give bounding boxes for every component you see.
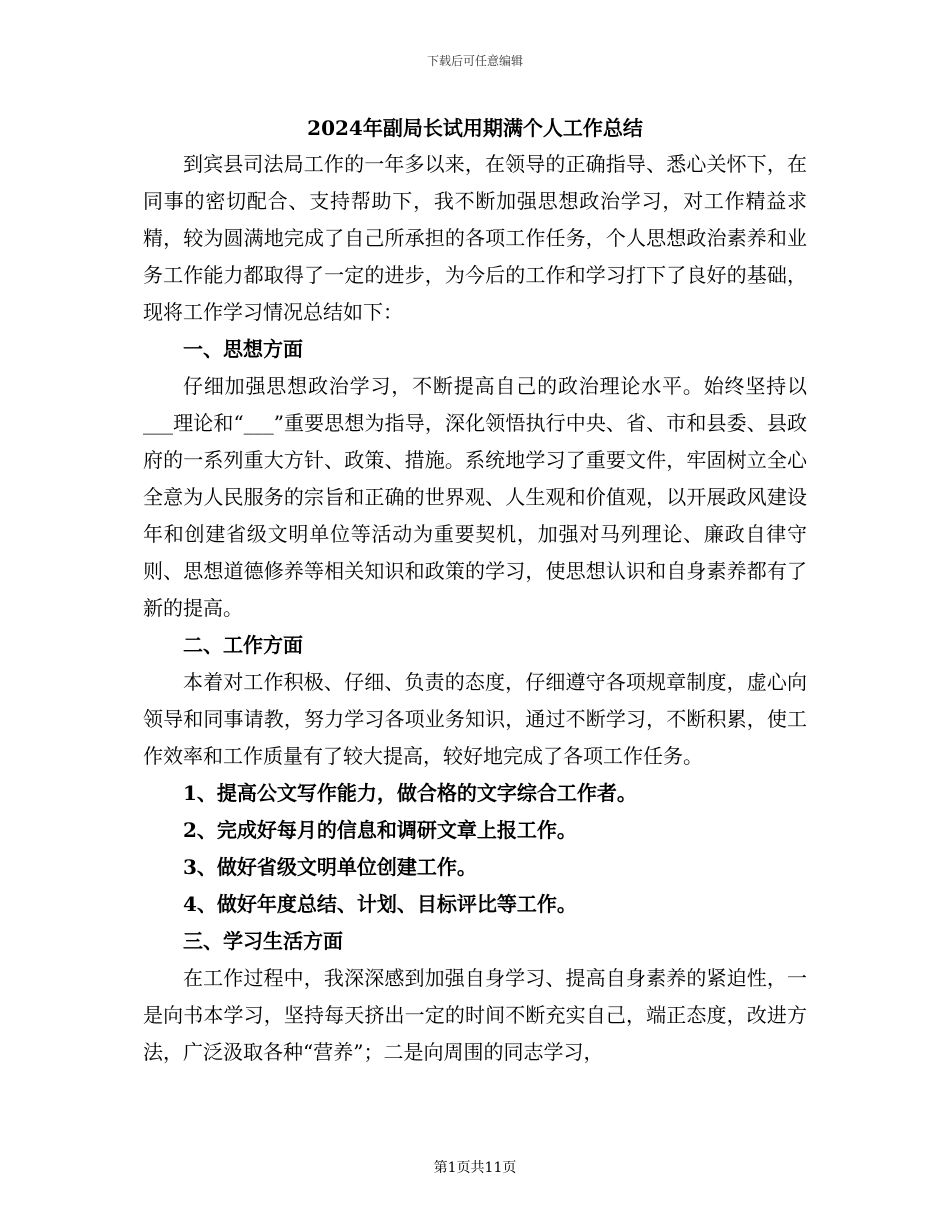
section-heading-thought: 一、思想方面 bbox=[183, 337, 303, 361]
work-item: 4、做好年度总结、计划、目标评比等工作。 bbox=[183, 892, 577, 916]
work-item: 3、做好省级文明单位创建工作。 bbox=[183, 855, 477, 879]
page-number: 第1页共11页 bbox=[433, 1160, 517, 1176]
section-body-work: 本着对工作积极、仔细、负责的态度，仔细遵守各项规章制度，虚心向领导和同事请教，努力学习各项业务知识，通过不断学习，不断积累，使工作效率和工作质量有了较大提高，较好地完成了各项工作任务。 bbox=[143, 670, 807, 768]
section-body-study: 在工作过程中，我深深感到加强自身学习、提高自身素养的紧迫性，一是向书本学习，坚持每天挤出一定的时间不断充实自己，端正态度，改进方法，广泛汲取各种“营养”；二是向周围的同志学习， bbox=[143, 966, 807, 1064]
section-body-thought: 仔细加强思想政治学习，不断提高自己的政治理论水平。始终坚持以___理论和“___”重要思想为指导，深化领悟执行中央、省、市和县委、县政府的一系列重大方针、政策、措施。系统地学习了重要文件，牢固树立全心全意为人民服务的宗旨和正确的世界观、人生观和价值观，以开展政风建设年和创建省级文明单位等活动为重要契机，加强对马列理论、廉政自律守则、思想道德修养等相关知识和政策的学习，使思想认识和自身素养都有了新的提高。 bbox=[143, 374, 807, 620]
work-item: 1、提高公文写作能力，做合格的文字综合工作者。 bbox=[183, 781, 637, 805]
section-heading-study: 三、学习生活方面 bbox=[183, 929, 343, 953]
header-note: 下载后可任意编辑 bbox=[426, 54, 523, 68]
work-item: 2、完成好每月的信息和调研文章上报工作。 bbox=[183, 818, 577, 842]
document-title: 2024年副局长试用期满个人工作总结 bbox=[307, 116, 643, 140]
section-heading-work: 二、工作方面 bbox=[183, 633, 303, 657]
intro-paragraph: 到宾县司法局工作的一年多以来，在领导的正确指导、悉心关怀下，在同事的密切配合、支持帮助下，我不断加强思想政治学习，对工作精益求精，较为圆满地完成了自己所承担的各项工作任务，个人思想政治素养和业务工作能力都取得了一定的进步，为今后的工作和学习打下了良好的基础，现将工作学习情况总结如下： bbox=[143, 152, 807, 324]
document-body bbox=[143, 146, 807, 1071]
